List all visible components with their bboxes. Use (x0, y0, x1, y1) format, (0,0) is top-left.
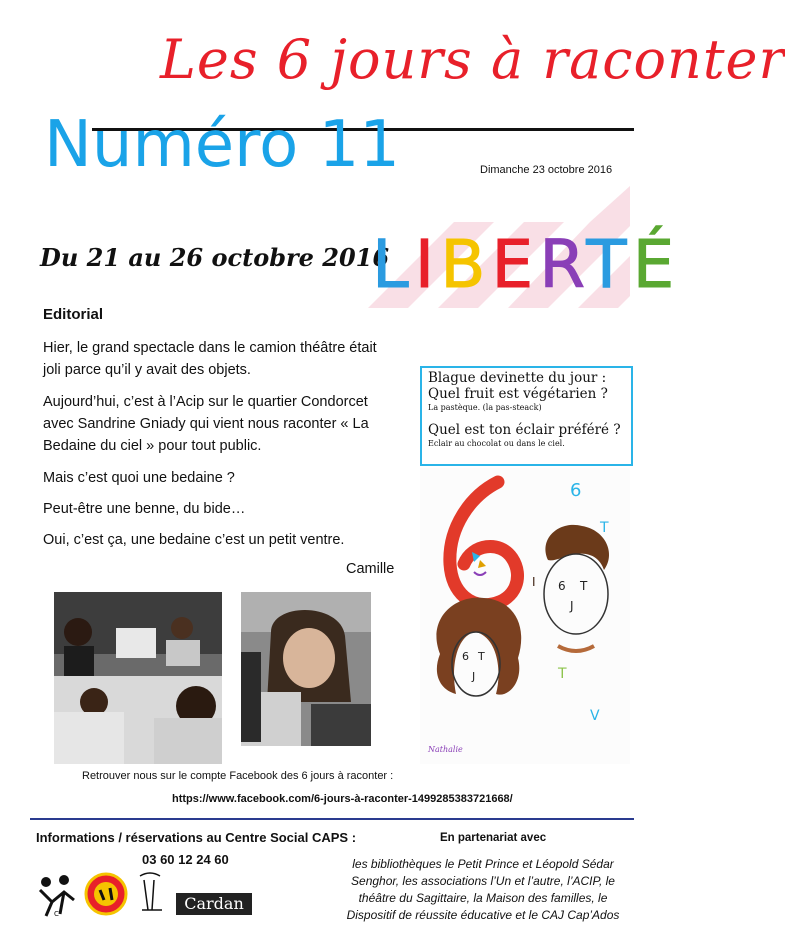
theme-word-liberte (372, 226, 680, 303)
cardan-logo: Cardan (176, 893, 252, 915)
facebook-text: Retrouver nous sur le compte Facebook des 6 jours à raconter : (82, 770, 394, 782)
editorial-paragraph: Hier, le grand spectacle dans le camion théâtre était joli parce qu’il y avait des objets. (43, 340, 377, 378)
facebook-link[interactable]: https://www.facebook.com/6-jours-à-raconter-1499285383721668/ (172, 793, 513, 805)
editorial-paragraph: Oui, c’est ça, une bedaine c’est un petit ventre. (43, 532, 345, 548)
partners-list: les bibliothèques le Petit Prince et Léopold Sédar Senghor, les associations l’Un et l’autre, l’ACIP, le théâtre du Sagittaire, la Maison des familles, le Dispositif de réussite éducative et le CAJ Cap’Ados (346, 857, 620, 922)
liberte-letter: R (539, 226, 587, 303)
svg-text:V: V (590, 708, 600, 724)
drawing-number: 6 (570, 480, 582, 501)
joke-answer-1: La pastèque. (la pas-steack) (428, 403, 542, 412)
svg-text:6: 6 (462, 650, 469, 663)
jacques-tati-logo (134, 870, 168, 916)
liberte-letter: L (372, 226, 415, 303)
svg-text:T: T (600, 520, 609, 536)
svg-text:T: T (478, 650, 485, 663)
joke-question-1: Quel fruit est végétarien ? (428, 386, 608, 402)
joke-box (420, 366, 633, 466)
editorial-author: Camille (346, 561, 395, 577)
editorial-paragraph: Peut-être une benne, du bide… (43, 501, 246, 517)
info-text: Informations / réservations au Centre Social CAPS : (36, 830, 357, 845)
photo-workshop-children (54, 592, 222, 764)
editorial-heading: Editorial (43, 306, 104, 323)
drawing-signature: Nathalie (428, 745, 463, 754)
footer-divider (30, 818, 634, 820)
date-range: Du 21 au 26 octobre 2016 (40, 243, 390, 272)
liberte-letter: E (491, 226, 540, 303)
editorial-paragraph: Mais c’est quoi une bedaine ? (43, 470, 235, 486)
svg-text:C: C (54, 910, 59, 918)
liberte-letter: B (440, 226, 492, 303)
caps-logo (36, 872, 78, 918)
joke-question-2: Quel est ton éclair préféré ? (428, 422, 621, 438)
svg-text:6: 6 (558, 579, 566, 593)
photo-girl-tablet (241, 592, 371, 746)
phone-number: 03 60 12 24 60 (142, 852, 229, 867)
issue-number: Numéro 11 (44, 108, 400, 182)
editorial-paragraph: Aujourd’hui, c’est à l’Acip sur le quartier Condorcet avec Sandrine Gniady qui vient nous raconter « La Bedaine du ciel » pour tout public. (43, 394, 369, 454)
liberte-letter: I (414, 226, 441, 303)
liberte-letter: É (632, 226, 681, 303)
svg-text:T: T (580, 579, 588, 593)
svg-text:T: T (558, 666, 567, 682)
svg-text:J: J (570, 599, 574, 613)
newsletter-title: Les 6 jours à raconter (160, 28, 785, 91)
children-drawing (420, 468, 630, 764)
liberte-letter: T (586, 226, 633, 303)
svg-text:J: J (472, 670, 476, 683)
pas-a-pas-logo (84, 872, 128, 916)
joke-intro: Blague devinette du jour : (428, 370, 607, 386)
issue-date: Dimanche 23 octobre 2016 (480, 164, 613, 176)
svg-text:I: I (532, 575, 536, 589)
partners-heading: En partenariat avec (440, 832, 547, 844)
joke-answer-2: Eclair au chocolat ou dans le ciel. (428, 439, 565, 448)
